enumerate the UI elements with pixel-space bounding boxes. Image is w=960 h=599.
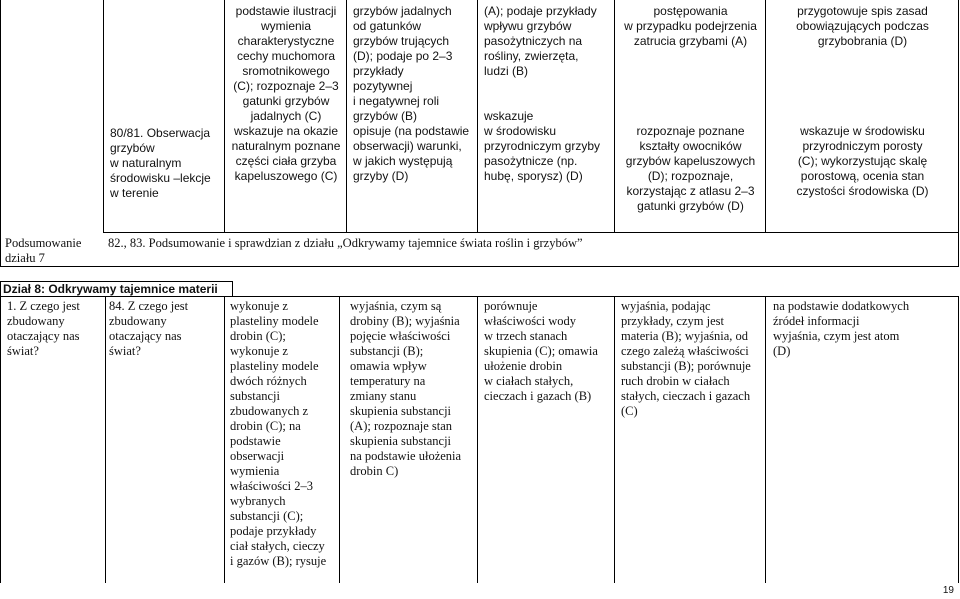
topic-cell: 1. Z czego jest zbudowany otaczający nas świat? [7, 299, 80, 358]
requirements-extended: wyjaśnia, czym są drobiny (B); wyjaśnia pojęcie właściwości substancji (B); omawia wpływ temperatury na zmiany stanu skupienia substancji (A); rozpoznaje stan skupienia substancji na podstawie ułożenia drobin C) [350, 299, 462, 478]
grid-line [0, 0, 1, 267]
grid-line [105, 296, 106, 583]
grid-line [0, 281, 1, 583]
requirements-advanced: postępowania w przypadku podejrzenia zatrucia grzybami (A) rozpoznaje poznane kształty owocników grzybów kapeluszowych (D); rozpoznaje, korzystając z atlasu 2–3 gatunki grzybów (D) [624, 4, 757, 213]
requirements-basic: podstawie ilustracji wymienia charakterystyczne cechy muchomora sromotnikowego (C); rozpoznaje 2–3 gatunki grzybów jadalnych (C) wskazuje na okazie naturalnym poznane części ciała grzyba kapeluszowego (C) [231, 4, 341, 183]
grid-line [339, 296, 340, 583]
grid-line [103, 0, 104, 232]
grid-line [614, 296, 615, 583]
grid-line [103, 232, 959, 233]
grid-line [224, 0, 225, 232]
section-header: Dział 8: Odkrywamy tajemnice materii [3, 282, 218, 296]
grid-line [765, 0, 766, 232]
requirements-excellent: przygotowuje spis zasad obowiązujących podczas grzybobrania (D) wskazuje w środowisku przyrodniczym porosty (C); wykorzystując skalę porostową, ocenia stan czystości środowiska (D) [796, 4, 929, 198]
grid-line [765, 296, 766, 583]
summary-row: 82., 83. Podsumowanie i sprawdzian z działu „Odkrywamy tajemnice świata roślin i grzybów” [108, 236, 583, 250]
grid-line [0, 266, 959, 267]
grid-line [477, 296, 478, 583]
lesson-cell: 84. Z czego jest zbudowany otaczający nas świat? [109, 299, 189, 358]
requirements-extended: grzybów jadalnych od gatunków grzybów trujących (D); podaje po 2–3 przykłady pozytywnej i negatywnej roli grzybów (B) opisuje (na podstawie obserwacji) warunki, w jakich występują grzyby (D) [353, 4, 470, 183]
summary-label: Podsumowanie działu 7 [5, 236, 82, 265]
requirements-advanced: wyjaśnia, podając przykłady, czym jest materia (B); wyjaśnia, od czego zależą właściwości substancji (B); porównuje ruch drobin w ciałach stałych, cieczach i gazach (C) [621, 299, 751, 418]
requirements-excellent: na podstawie dodatkowych źródeł informacji wyjaśnia, czym jest atom (D) [773, 299, 910, 358]
requirements-intermediate: (A); podaje przykłady wpływu grzybów pasożytniczych na rośliny, zwierzęta, ludzi (B) wskazuje w środowisku przyrodniczym grzyby pasożytnicze (np. hubę, sporysz) (D) [484, 4, 601, 183]
requirements-basic: wykonuje z plasteliny modele drobin (C); wykonuje z plasteliny modele dwóch różnych substancji zbudowanych z drobin (C); na podstawie obserwacji wymienia właściwości 2–3 wybranych substancji (C); podaje przykłady ciał stałych, cieczy i gazów (B); rysuje [230, 299, 327, 568]
grid-line [614, 0, 615, 232]
grid-line [346, 0, 347, 232]
lesson-cell: 80/81. Obserwacja grzybów w naturalnym środowisku –lekcje w terenie [110, 126, 211, 200]
grid-line [477, 0, 478, 232]
grid-line [224, 296, 225, 583]
grid-line [958, 296, 959, 583]
requirements-intermediate: porównuje właściwości wody w trzech stanach skupienia (C); omawia ułożenie drobin w ciałach stałych, cieczach i gazach (B) [484, 299, 598, 403]
page-number: 19 [942, 585, 954, 596]
grid-line [958, 0, 959, 267]
grid-line [232, 281, 233, 297]
